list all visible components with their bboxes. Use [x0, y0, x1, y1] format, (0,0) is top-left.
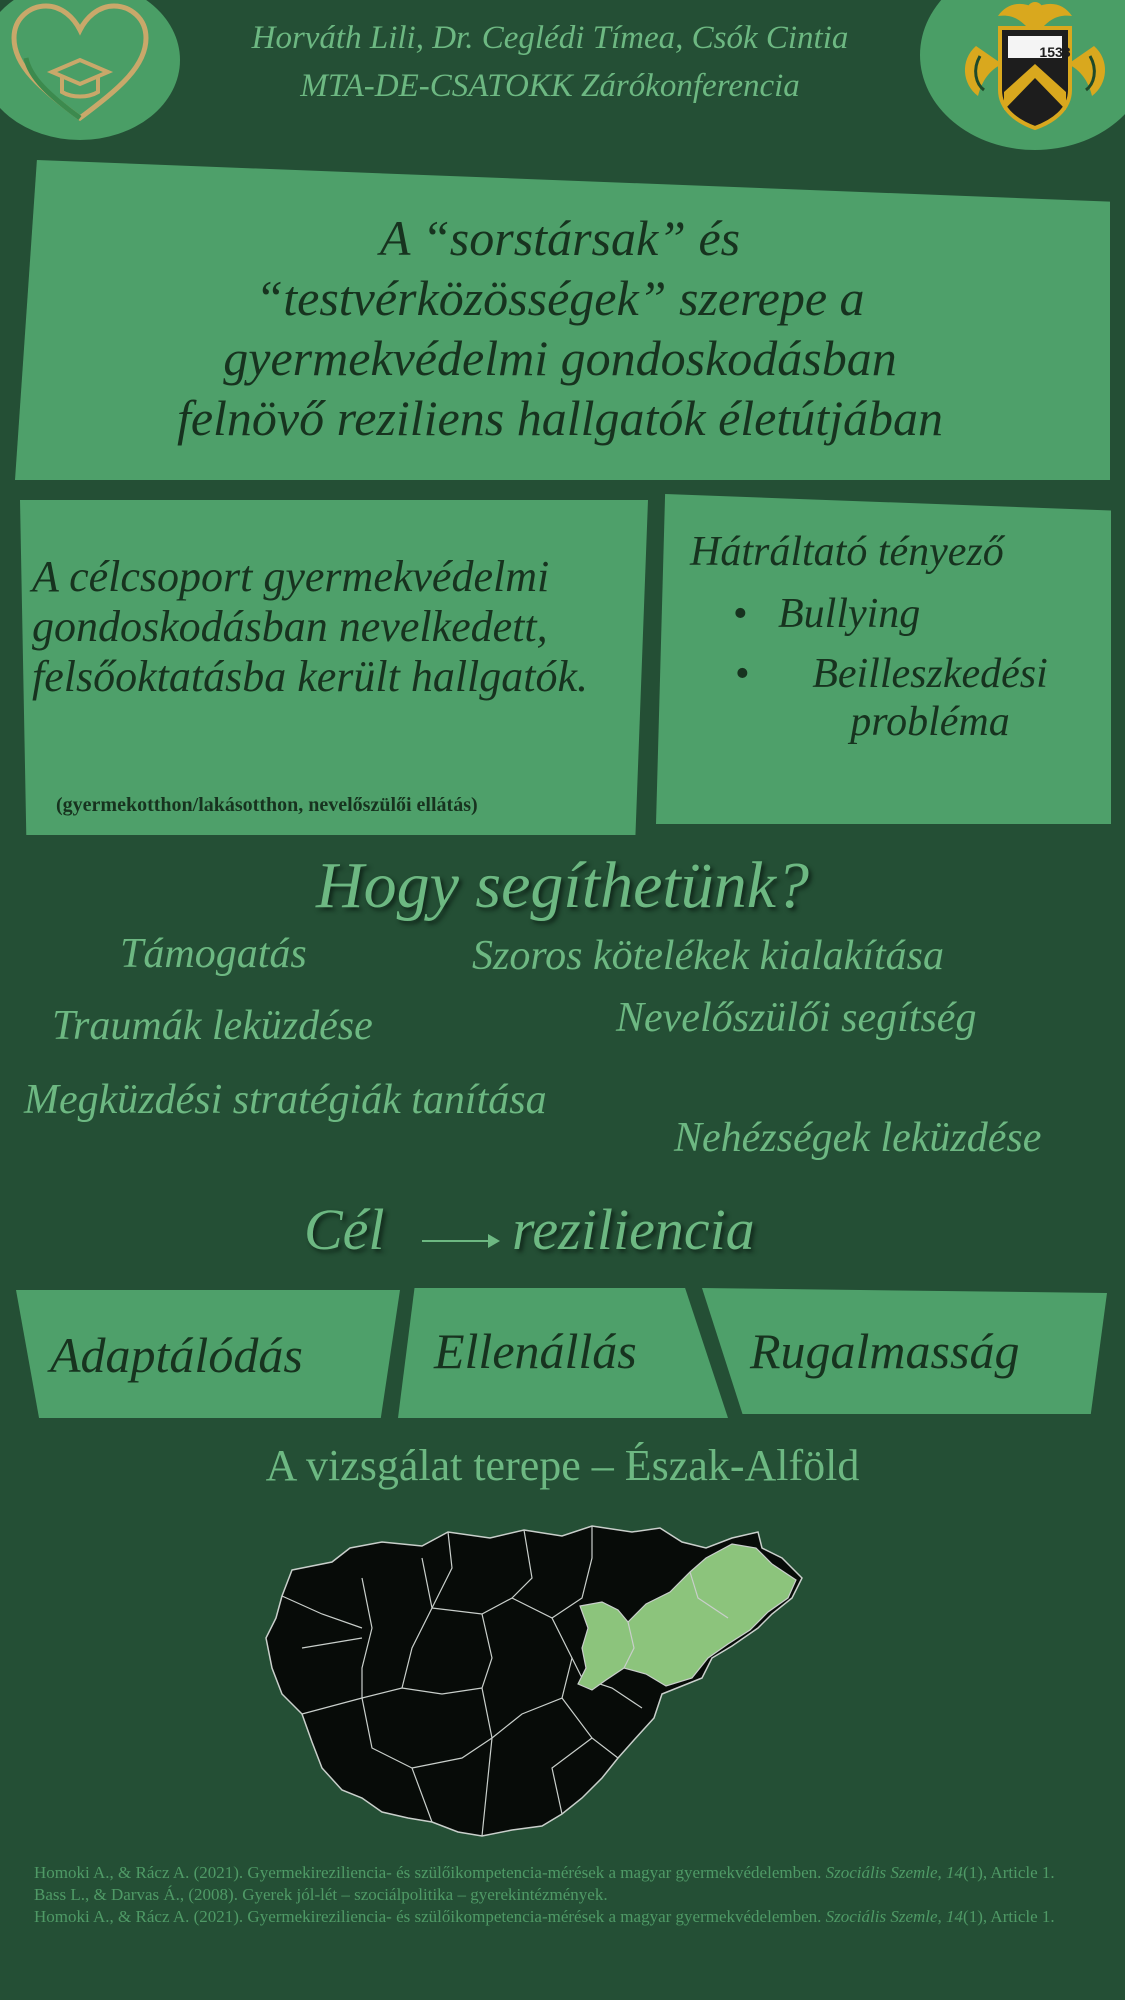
logo-right-badge [920, 0, 1125, 150]
title-line-3: gyermekvédelmi gondoskodásban [223, 330, 897, 386]
references [34, 1862, 1094, 1928]
goal-value: reziliencia [512, 1197, 755, 1262]
hindering-item-label: Bullying [778, 591, 921, 637]
help-item-foster-help: Nevelőszülői segítség [616, 995, 977, 1041]
bullet-icon: • [733, 591, 748, 637]
target-group-note: (gyermekotthon/lakásotthon, nevelőszülői ellátás) [56, 794, 478, 816]
goal-row [0, 1196, 1125, 1276]
hungary-map [262, 1518, 882, 1848]
reference-tail: (1), Article 1. [963, 1863, 1055, 1882]
quality-resist: Ellenállás [434, 1323, 637, 1379]
reference-text: Bass L., & Darvas Á., (2008). Gyerek jól-lét – szociálpolitika – gyerekintézmények. [34, 1885, 608, 1904]
hindering-item-bullying [733, 590, 921, 638]
title-line-4: felnövő reziliens hallgatók életútjában [176, 390, 944, 446]
reference-journal: Szociális Szemle, 14 [825, 1907, 964, 1926]
hindering-item-integration [735, 650, 1080, 746]
bullet-icon: • [735, 651, 750, 697]
quality-flex: Rugalmasság [750, 1323, 1020, 1379]
heart-graduation-cap-icon [0, 0, 180, 140]
help-item-difficulties: Nehézségek leküzdése [674, 1115, 1042, 1161]
header-authors [180, 14, 920, 110]
help-item-bonds: Szoros kötelékek kialakítása [472, 933, 944, 979]
logo-left-badge [0, 0, 180, 140]
authors-line: Horváth Lili, Dr. Ceglédi Tímea, Csók Cintia [251, 20, 849, 56]
reference-item [34, 1906, 1094, 1928]
hindering-factor-title: Hátráltató tényező [690, 529, 1004, 575]
help-item-coping: Megküzdési stratégiák tanítása [24, 1077, 547, 1123]
hungary-county-map-icon [262, 1518, 882, 1848]
university-crest-icon [920, 0, 1125, 150]
help-item-trauma: Traumák leküzdése [52, 1003, 373, 1049]
title-line-1: A “sorstársak” és [379, 210, 741, 266]
quality-adapt: Adaptálódás [50, 1327, 303, 1383]
reference-item [34, 1862, 1094, 1884]
arrow-right-icon [422, 1240, 498, 1242]
help-heading: Hogy segíthetünk? [315, 849, 810, 922]
study-site-title: A vizsgálat terepe – Észak-Alföld [265, 1441, 860, 1490]
reference-item [34, 1884, 1094, 1906]
reference-tail: (1), Article 1. [963, 1907, 1055, 1926]
goal-label: Cél [304, 1197, 385, 1262]
poster-title [60, 208, 1060, 448]
reference-text: Homoki A., & Rácz A. (2021). Gyermekireziliencia- és szülőikompetencia-mérések a magyar gyermekvédelemben. [34, 1863, 826, 1882]
title-line-2: “testvérközösségek” szerepe a [255, 270, 865, 326]
help-item-support: Támogatás [120, 931, 307, 977]
reference-text: Homoki A., & Rácz A. (2021). Gyermekireziliencia- és szülőikompetencia-mérések a magyar gyermekvédelemben. [34, 1907, 826, 1926]
hindering-item-label: Beilleszkedési probléma [812, 651, 1048, 745]
event-line: MTA-DE-CSATOKK Zárókonferencia [300, 68, 800, 104]
reference-journal: Szociális Szemle, 14 [825, 1863, 964, 1882]
target-group-text: A célcsoport gyermekvédelmi gondoskodásban nevelkedett, felsőoktatásba került hallgatók. [32, 552, 589, 701]
crest-year: 1538 [1039, 44, 1071, 60]
